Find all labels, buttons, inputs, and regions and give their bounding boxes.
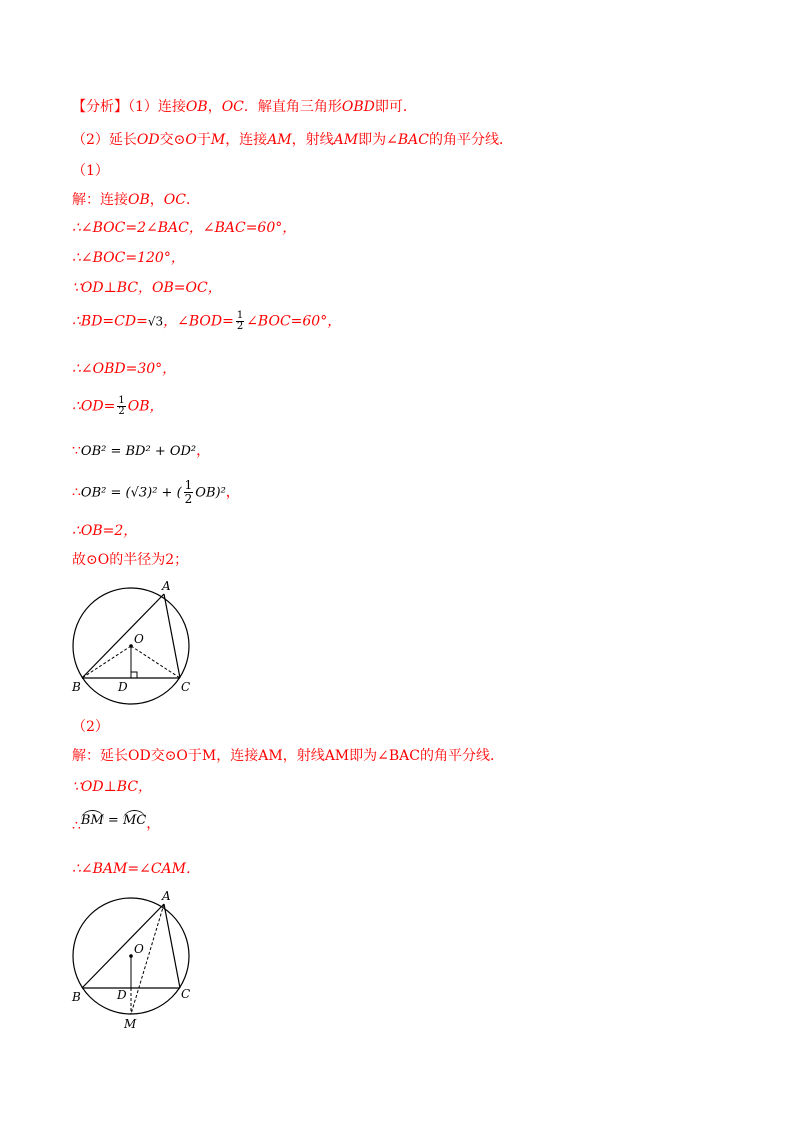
arc-bm: BM bbox=[81, 810, 104, 830]
sqrt-3: √3 bbox=[147, 314, 164, 329]
label-o: O bbox=[134, 942, 144, 956]
label-b: B bbox=[72, 990, 81, 1004]
analysis-line-2: （2）延长OD交⊙O于M，连接AM，射线AM即为∠BAC的角平分线． bbox=[72, 132, 513, 148]
label-d: D bbox=[117, 988, 127, 1002]
part1-line-1: 解：连接OB，OC． bbox=[72, 192, 200, 208]
part1-line-6: ∴∠OBD=30°， bbox=[72, 361, 177, 377]
label-m: M bbox=[124, 1017, 137, 1031]
label-a: A bbox=[162, 579, 171, 593]
part1-heading: （1） bbox=[72, 163, 109, 179]
part1-line-8: ∵OB² = BD² + OD²， bbox=[72, 443, 211, 459]
center-dot bbox=[129, 644, 133, 648]
label-b: B bbox=[72, 680, 81, 694]
part1-line-3: ∴∠BOC=120°， bbox=[72, 250, 185, 266]
part2-heading: （2） bbox=[72, 719, 109, 735]
fraction-half: $\frac{1}{2}$ bbox=[236, 310, 244, 332]
analysis-line-1: 【分析】（1）连接OB，OC．解直角三角形OBD即可． bbox=[72, 99, 417, 115]
part2-line-3: ∴BM = MC， bbox=[72, 810, 160, 830]
part2-line-2: ∵OD⊥BC， bbox=[72, 779, 153, 795]
part1-line-7: ∴OD= $\frac{1}{2}$ OB， bbox=[72, 395, 164, 417]
part1-line-9: ∴OB² = (√3)² + ( $\frac{1}{2}$ OB)²， bbox=[72, 478, 240, 506]
segment-ac bbox=[164, 594, 180, 678]
part2-line-1: 解：延长OD交⊙O于M，连接AM，射线AM即为∠BAC的角平分线． bbox=[72, 748, 504, 764]
figure-2 bbox=[60, 885, 210, 1035]
part1-line-10: ∴OB=2， bbox=[72, 523, 138, 539]
label-d: D bbox=[118, 680, 128, 694]
arc-mc: MC bbox=[123, 810, 146, 830]
figure-1 bbox=[60, 575, 210, 705]
fraction-half: $\frac{1}{2}$ bbox=[118, 395, 125, 417]
part1-line-5: ∴BD=CD=√3，∠BOD= $\frac{1}{2}$ ∠BOC=60°， bbox=[72, 310, 342, 332]
label-c: C bbox=[181, 987, 191, 1001]
segment-oc bbox=[131, 646, 180, 678]
label-c: C bbox=[181, 680, 191, 694]
pythagoras-equation: OB² = BD² + OD² bbox=[80, 444, 197, 459]
label-o: O bbox=[134, 632, 144, 646]
analysis-label: 【分析】 bbox=[72, 99, 128, 115]
segment-ab bbox=[82, 594, 164, 678]
segment-ac bbox=[164, 904, 180, 988]
right-angle-mark bbox=[131, 672, 137, 678]
fraction-half-large: $\frac{1}{2}$ bbox=[184, 478, 193, 506]
part1-line-2: ∴∠BOC=2∠BAC，∠BAC=60°， bbox=[72, 220, 297, 236]
segment-ob bbox=[82, 646, 131, 678]
segment-ab bbox=[82, 904, 164, 988]
part1-line-4: ∵OD⊥BC，OB=OC， bbox=[72, 280, 222, 296]
part2-line-4: ∴∠BAM=∠CAM． bbox=[72, 861, 200, 877]
part1-line-11: 故⊙O的半径为2； bbox=[72, 552, 189, 568]
center-dot bbox=[129, 954, 133, 958]
label-a: A bbox=[162, 889, 171, 903]
